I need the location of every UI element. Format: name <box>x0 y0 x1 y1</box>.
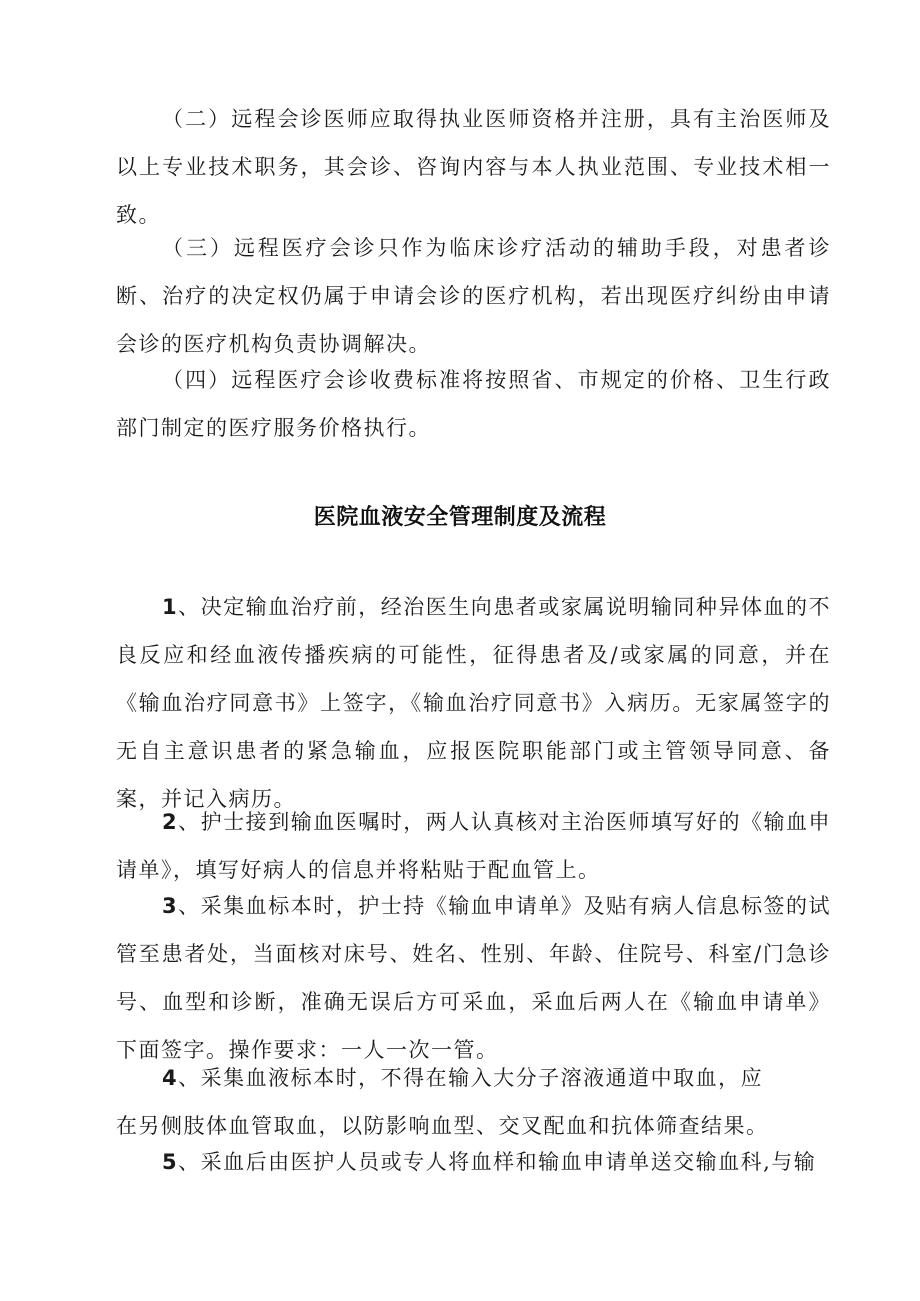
rule-text: 、采血后由医护人员或专人将血样和输血申请单送交输血科,与输 <box>178 1150 817 1174</box>
section-title: 医院血液安全管理制度及流程 <box>313 505 607 530</box>
rule-paragraph-4 <box>116 1054 831 1150</box>
rule-paragraph-2 <box>116 798 831 894</box>
rule-text: 、采集血标本时，护士持《输血申请单》及贴有病人信息标签的试管至患者处，当面核对床号、姓名、性别、年龄、住院号、科室/门急诊号、血型和诊断，准确无误后方可采血，采血后两人在《输血申请单》下面签字。操作要求：一人一次一管。 <box>116 894 831 1062</box>
rule-text-line-1: 、采集血液标本时，不得在输入大分子溶液通道中取血，应 <box>178 1066 764 1090</box>
rule-paragraph-5 <box>116 1138 831 1186</box>
rule-text: 、决定输血治疗前，经治医生向患者或家属说明输同种异体血的不良反应和经血液传播疾病的可能性，征得患者及/或家属的同意，并在《输血治疗同意书》上签字，《输血治疗同意书》入病历。无家属签字的无自主意识患者的紧急输血，应报医院职能部门或主管领导同意、备案，并记入病历。 <box>116 595 831 811</box>
rule-text: 、护士接到输血医嘱时，两人认真核对主治医师填写好的《输血申请单》，填写好病人的信息并将粘贴于配血管上。 <box>116 810 831 882</box>
paragraph-item-3: （三）远程医疗会诊只作为临床诊疗活动的辅助手段，对患者诊断、治疗的决定权仍属于申请会诊的医疗机构，若出现医疗纠纷由申请会诊的医疗机构负责协调解决。 <box>116 236 831 356</box>
rule-number: 2 <box>162 810 179 834</box>
rule-paragraph-1 <box>116 583 831 823</box>
rule-number: 3 <box>162 894 179 918</box>
rule-text-line-2: 在另侧肢体血管取血，以防影响血型、交叉配血和抗体筛查结果。 <box>116 1114 769 1138</box>
paragraph-item-2: （二）远程会诊医师应取得执业医师资格并注册，具有主治医师及以上专业技术职务，其会诊、咨询内容与本人执业范围、专业技术相一致。 <box>116 107 831 227</box>
rule-number: 1 <box>162 595 179 619</box>
paragraph-item-4: （四）远程医疗会诊收费标准将按照省、市规定的价格、卫生行政部门制定的医疗服务价格执行。 <box>116 368 831 440</box>
rule-paragraph-3 <box>116 882 831 1074</box>
rule-number: 5 <box>162 1150 179 1174</box>
rule-number: 4 <box>162 1066 179 1090</box>
